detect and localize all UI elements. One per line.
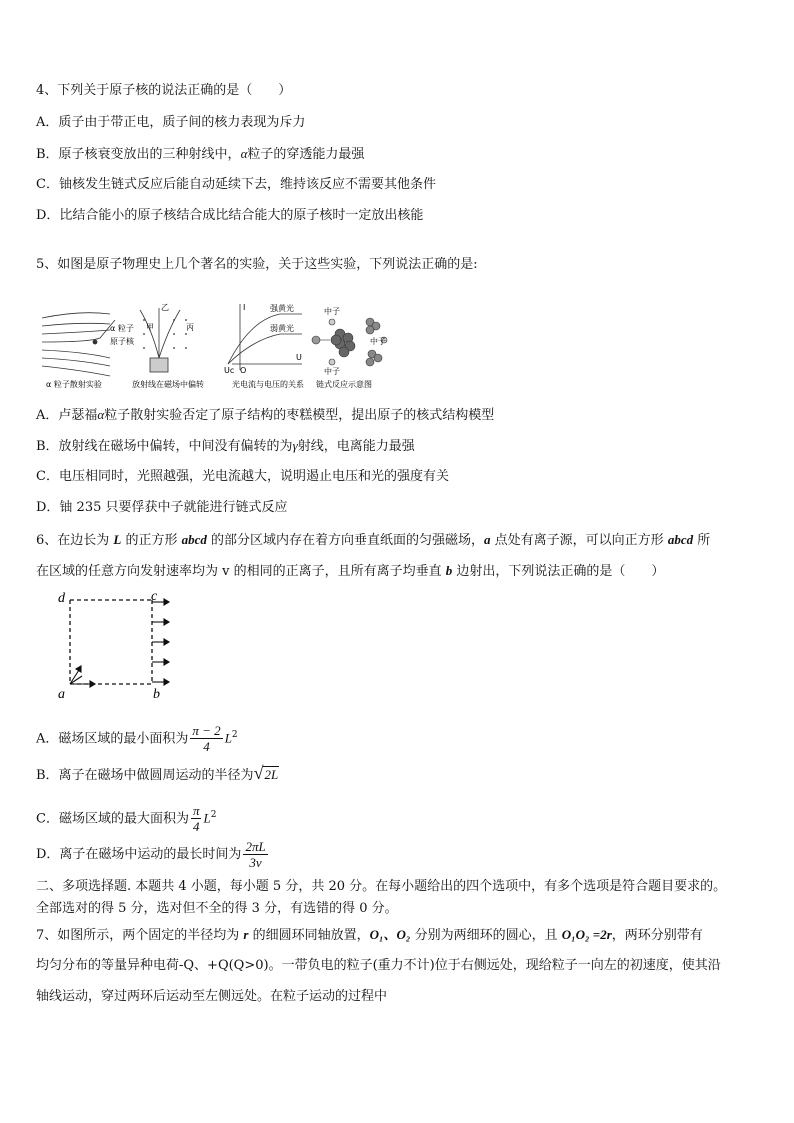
q5-option-a (36, 406, 494, 425)
q5-option-b-text-post: 射线，电离能力最强 (297, 439, 415, 454)
section2-line1: 二、多项选择题. 本题共 4 小题，每小题 5 分，共 20 分。在每小题给出的四个选项中，有多个选项是符合题目要求的。 (36, 879, 727, 894)
var-L: L (203, 810, 211, 826)
var-b: b (445, 563, 453, 578)
q7-line1 (36, 926, 703, 945)
source-arrows (70, 666, 95, 687)
var-L: L (113, 532, 122, 547)
label-weak-light: 弱黄光 (270, 324, 294, 333)
sqrt-icon: √ (253, 763, 264, 783)
corner-a-label: a (58, 687, 65, 700)
corner-c-label: c (151, 589, 158, 604)
denominator: 4 (203, 739, 210, 755)
caption-chain-reaction: 链式反应示意图 (316, 380, 372, 389)
q6-option-b-text: B．离子在磁场中做圆周运动的半径为 (36, 768, 254, 783)
label-strong-light: 强黄光 (270, 304, 294, 313)
label-neutron-1: 中子 (324, 307, 340, 316)
var-abcd: abcd (181, 532, 207, 547)
label-yi: 乙 (161, 303, 169, 312)
label-nucleus: 原子核 (110, 337, 134, 346)
var-r: r (243, 927, 249, 942)
label-current-axis: I (243, 303, 246, 312)
q7-text: 7、如图所示，两个固定的半径均为 (36, 928, 244, 943)
q6-option-a (36, 718, 238, 756)
caption-radiation: 放射线在磁场中偏转 (132, 380, 204, 389)
label-neutron-2: 中子 (370, 337, 386, 346)
q7-line2: 均匀分布的等量异种电荷-Q、+Q(Q>0)。一带负电的粒子(重力不计)位于右侧远处，现给粒子一向左的初速度，使其沿 (36, 958, 721, 973)
q5-stem: 5、如图是原子物理史上几个著名的实验，关于这些实验，下列说法正确的是: (36, 257, 478, 272)
q5-option-d: D．铀 235 只要俘获中子就能进行链式反应 (36, 500, 288, 515)
q5-option-b (36, 437, 415, 456)
q7-text: ，两环分别带有 (611, 928, 703, 943)
alpha-symbol: α (240, 146, 248, 161)
var-O1-O2: O₁、O₂ (369, 927, 411, 942)
exponent: 2 (231, 730, 238, 740)
var-a: a (484, 532, 491, 547)
exponent: 2 (210, 810, 217, 820)
q6-figure (52, 588, 182, 700)
numerator: π − 2 (192, 723, 221, 739)
label-voltage-axis: U (296, 353, 302, 362)
q7-line3: 轴线运动，穿过两环后运动至左侧远处。在粒子运动的过程中 (36, 989, 388, 1004)
label-origin: O (240, 366, 247, 375)
q4-option-b (36, 145, 364, 164)
label-jia: 甲 (146, 323, 154, 332)
q4-option-a: A．质子由于带正电，质子间的核力表现为斥力 (36, 115, 306, 130)
section2-line2: 全部选对的得 5 分，选对但不全的得 3 分，有选错的得 0 分。 (36, 901, 398, 916)
gamma-symbol: γ (292, 438, 298, 453)
q7-text: 分别为两细环的圆心，且 (410, 928, 562, 943)
q6-stem-line1 (36, 531, 710, 550)
q6-option-b (36, 762, 279, 787)
numerator: 2πL (245, 839, 266, 854)
caption-photocurrent: 光电流与电压的关系 (232, 380, 304, 389)
label-neutron-3: 中子 (324, 367, 340, 376)
fraction (191, 803, 202, 834)
q6-stem-text: 点处有离子源，可以向正方形 (490, 533, 668, 548)
q5-option-a-text-post: 粒子散射实验否定了原子结构的枣糕模型，提出原子的核式结构模型 (104, 408, 495, 423)
q4-stem: 4、下列关于原子核的说法正确的是（ ） (36, 83, 292, 98)
photocurrent-panel (228, 304, 302, 370)
var-O1O2: O₁O₂ =2r (561, 927, 612, 942)
q5-option-b-text: B．放射线在磁场中偏转，中间没有偏转的为 (36, 439, 293, 454)
q4-option-b-text: B．原子核衰变放出的三种射线中， (36, 147, 241, 162)
label-bing: 丙 (186, 323, 194, 332)
label-alpha-particle: α 粒子 (110, 324, 134, 333)
var-L: L (224, 730, 232, 746)
q5-figure-svg (40, 300, 390, 392)
q6-option-a-text: A．磁场区域的最小面积为 (36, 731, 189, 747)
caption-alpha-scattering: α 粒子散射实验 (46, 380, 102, 389)
q6-stem-line2 (36, 562, 664, 581)
q6-option-c-text: C．磁场区域的最大面积为 (36, 811, 189, 827)
radicand: 2L (264, 767, 279, 782)
corner-d-label: d (58, 591, 65, 606)
q6-stem-text: 在区域的任意方向发射速率均为 v 的相同的正离子，且所有离子均垂直 (36, 564, 446, 579)
q5-figure (40, 300, 390, 392)
fraction (190, 723, 222, 754)
numerator: π (192, 803, 200, 819)
q6-stem-text: 边射出，下列说法正确的是（ ） (452, 564, 665, 579)
radiation-panel (140, 308, 180, 372)
q5-option-a-text: A．卢瑟福 (36, 408, 98, 423)
q5-option-c: C．电压相同时，光照越强，光电流越大，说明遏止电压和光的强度有关 (36, 469, 449, 484)
exit-arrows (152, 599, 169, 685)
alpha-symbol: α (97, 407, 105, 422)
q6-option-c (36, 798, 216, 836)
q6-option-d-text: D．离子在磁场中运动的最长时间为 (36, 847, 242, 862)
var-abcd: abcd (667, 532, 694, 547)
denominator: 4 (192, 819, 200, 835)
q6-stem-text: 的部分区域内存在着方向垂直纸面的匀强磁场， (206, 533, 485, 548)
q4-option-d: D．比结合能小的原子核结合成比结合能大的原子核时一定放出核能 (36, 208, 424, 223)
q4-option-b-text-post: 粒子的穿透能力最强 (247, 147, 365, 162)
denominator: 3v (249, 855, 262, 870)
label-cutoff-voltage: Uc (224, 366, 235, 375)
q6-option-d (36, 838, 270, 872)
corner-b-label: b (153, 687, 160, 700)
q6-stem-text: 的正方形 (121, 533, 182, 548)
q7-text: 的细圆环同轴放置， (248, 928, 370, 943)
alpha-scattering-panel (42, 313, 115, 376)
q6-stem-text: 6、在边长为 (36, 533, 114, 548)
q6-stem-text: 所 (693, 533, 711, 548)
fraction (243, 839, 267, 870)
square-field-diagram (52, 588, 182, 700)
q4-option-c: C．铀核发生链式反应后能自动延续下去，维持该反应不需要其他条件 (36, 177, 436, 192)
